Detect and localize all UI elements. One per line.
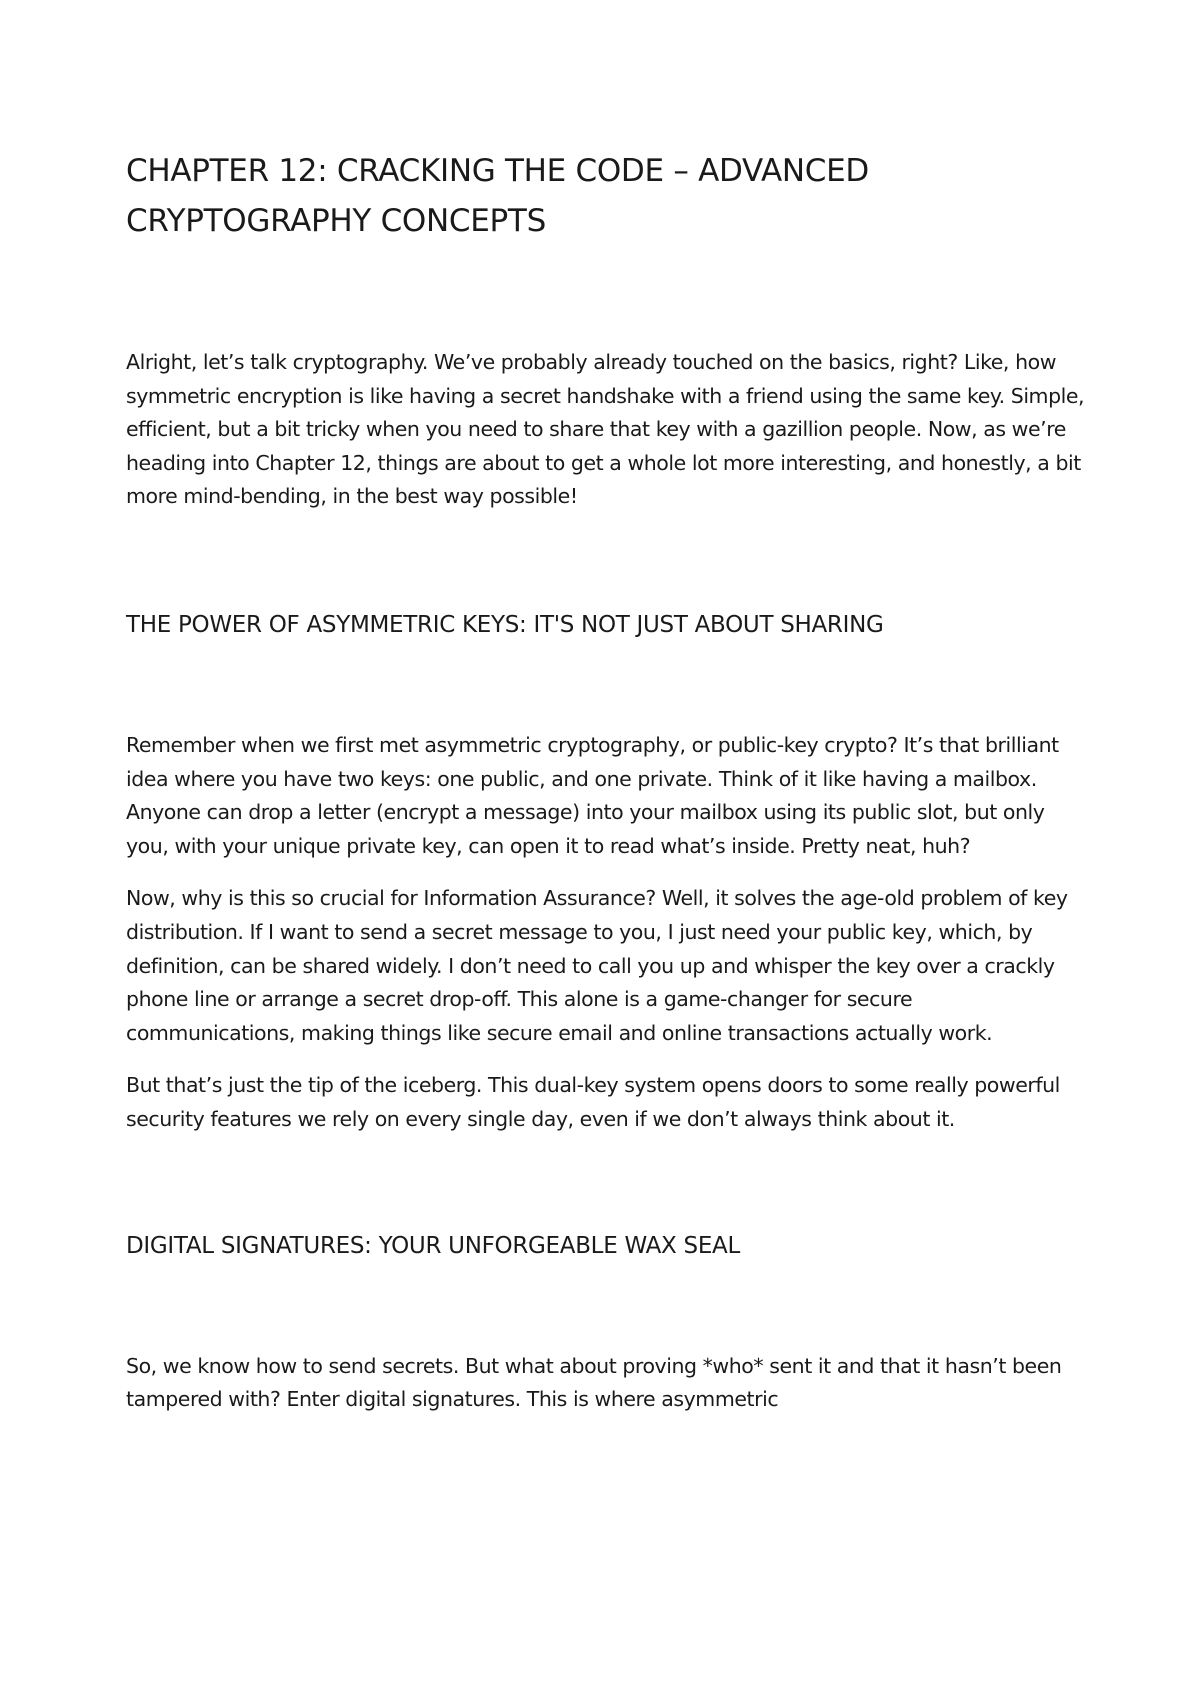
paragraph-tip-of-iceberg: But that’s just the tip of the iceberg. This dual-key system opens doors to some really powerful security features we rely on every single day, even if we don’t always think about it. (126, 1073, 1060, 1131)
section-heading-asymmetric-keys: THE POWER OF ASYMMETRIC KEYS: IT'S NOT JUST ABOUT SHARING (126, 611, 884, 638)
chapter-title: CHAPTER 12: CRACKING THE CODE – ADVANCED CRYPTOGRAPHY CONCEPTS (126, 153, 869, 239)
section-heading-digital-signatures: DIGITAL SIGNATURES: YOUR UNFORGEABLE WAX SEAL (126, 1232, 741, 1259)
paragraph-key-distribution: Now, why is this so crucial for Information Assurance? Well, it solves the age-old problem of key distribution. If I want to send a secret message to you, I just need your public key, which, by definition, can be shared widely. I don’t need to call you up and whisper the key over a crackly phone line or arrange a secret drop-off. This alone is a game-changer for secure communications, making things like secure email and online transactions actually work. (126, 886, 1068, 1045)
intro-paragraph: Alright, let’s talk cryptography. We’ve probably already touched on the basics, right? Like, how symmetric encryption is like having a secret handshake with a friend using the same key. Simple, efficient, but a bit tricky when you need to share that key with a gazillion people. Now, as we’re heading into Chapter 12, things are about to get a whole lot more interesting, and honestly, a bit more mind-bending, in the best way possible! (126, 350, 1085, 509)
document-body (126, 146, 1086, 1436)
paragraph-public-key-crypto: Remember when we first met asymmetric cryptography, or public-key crypto? It’s that brilliant idea where you have two keys: one public, and one private. Think of it like having a mailbox. Anyone can drop a letter (encrypt a message) into your mailbox using its public slot, but only you, with your unique private key, can open it to read what’s inside. Pretty neat, huh? (126, 732, 1059, 858)
paragraph-digital-signatures: So, we know how to send secrets. But what about proving *who* sent it and that it hasn’t been tampered with? Enter digital signatures. This is where asymmetric (126, 1353, 1062, 1412)
